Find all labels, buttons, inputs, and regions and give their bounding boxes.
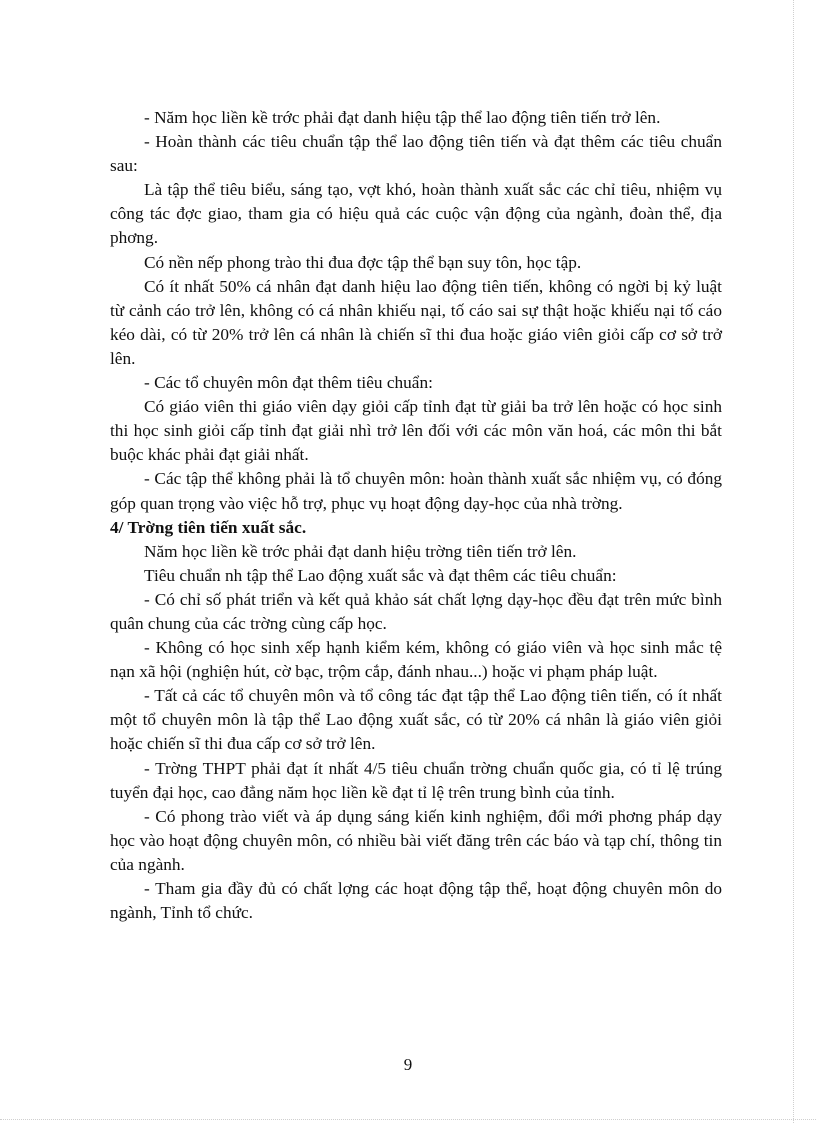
page-edge-bottom bbox=[0, 1119, 816, 1120]
page-body bbox=[110, 106, 722, 925]
paragraph: - Không có học sinh xếp hạnh kiểm kém, không có giáo viên và học sinh mắc tệ nạn xã hội (nghiện hút, cờ bạc, trộm cắp, đánh nhau...) hoặc vi phạm pháp luật. bbox=[110, 638, 722, 682]
paragraph: Có nền nếp phong trào thi đua đợc tập thể bạn suy tôn, học tập. bbox=[144, 252, 582, 272]
paragraph: - Năm học liền kề trớc phải đạt danh hiệu tập thể lao động tiên tiến trở lên. bbox=[144, 108, 661, 127]
paragraph: - Tham gia đầy đủ có chất lợng các hoạt động tập thể, hoạt động chuyên môn do ngành, Tỉnh tổ chức. bbox=[110, 879, 722, 923]
paragraph: - Có phong trào viết và áp dụng sáng kiến kinh nghiệm, đổi mới phơng pháp dạy học vào hoạt động chuyên môn, có nhiều bài viết đăng trên các báo và tạp chí, thông tin của ngành. bbox=[110, 806, 722, 874]
paragraph: Năm học liền kề trớc phải đạt danh hiệu trờng tiên tiến trở lên. bbox=[144, 541, 577, 561]
paragraph: Có ít nhất 50% cá nhân đạt danh hiệu lao động tiên tiến, không có ngời bị kỷ luật từ cảnh cáo trở lên, không có cá nhân khiếu nại, tố cáo sai sự thật hoặc khiếu nại tố cáo kéo dài, có từ 20% trở lên cá nhân là chiến sĩ thi đua hoặc giáo viên giỏi cấp cơ sở trở lên. bbox=[110, 276, 722, 368]
paragraph: Là tập thể tiêu biểu, sáng tạo, vợt khó, hoàn thành xuất sắc các chỉ tiêu, nhiệm vụ công tác đợc giao, tham gia có hiệu quả các cuộc vận động của ngành, đoàn thể, địa phơng. bbox=[110, 180, 722, 248]
paragraph: - Các tổ chuyên môn đạt thêm tiêu chuẩn: bbox=[144, 373, 433, 393]
paragraph: Tiêu chuẩn nh tập thể Lao động xuất sắc và đạt thêm các tiêu chuẩn: bbox=[144, 565, 617, 585]
paragraph: - Có chỉ số phát triển và kết quả khảo sát chất lợng dạy-học đều đạt trên mức bình quân chung của các trờng cùng cấp học. bbox=[110, 589, 722, 633]
paragraph: - Tất cả các tổ chuyên môn và tổ công tác đạt tập thể Lao động tiên tiến, có ít nhất một tổ chuyên môn là tập thể Lao động xuất sắc, có từ 20% cá nhân là giáo viên giỏi hoặc chiến sĩ thi đua cấp cơ sở trở lên. bbox=[110, 686, 722, 754]
paragraph: - Các tập thể không phải là tổ chuyên môn: hoàn thành xuất sắc nhiệm vụ, có đóng góp quan trọng vào việc hỗ trợ, phục vụ hoạt động dạy-học của nhà trờng. bbox=[110, 469, 722, 513]
page-edge-right bbox=[793, 0, 794, 1123]
paragraph: - Trờng THPT phải đạt ít nhất 4/5 tiêu chuẩn trờng chuẩn quốc gia, có tỉ lệ trúng tuyển đại học, cao đẳng năm học liền kề đạt tỉ lệ trên trung bình của tỉnh. bbox=[110, 758, 722, 802]
paragraph: Có giáo viên thi giáo viên dạy giỏi cấp tỉnh đạt từ giải ba trở lên hoặc có học sinh thi học sinh giỏi cấp tỉnh đạt giải nhì trở lên đối với các môn văn hoá, các môn thi bắt buộc khác phải đạt giải nhất. bbox=[110, 397, 722, 465]
section-heading: 4/ Trờng tiên tiến xuất sắc. bbox=[110, 517, 307, 537]
page-number: 9 bbox=[403, 1055, 413, 1074]
paragraph: - Hoàn thành các tiêu chuẩn tập thể lao động tiên tiến và đạt thêm các tiêu chuẩn sau: bbox=[110, 132, 722, 176]
